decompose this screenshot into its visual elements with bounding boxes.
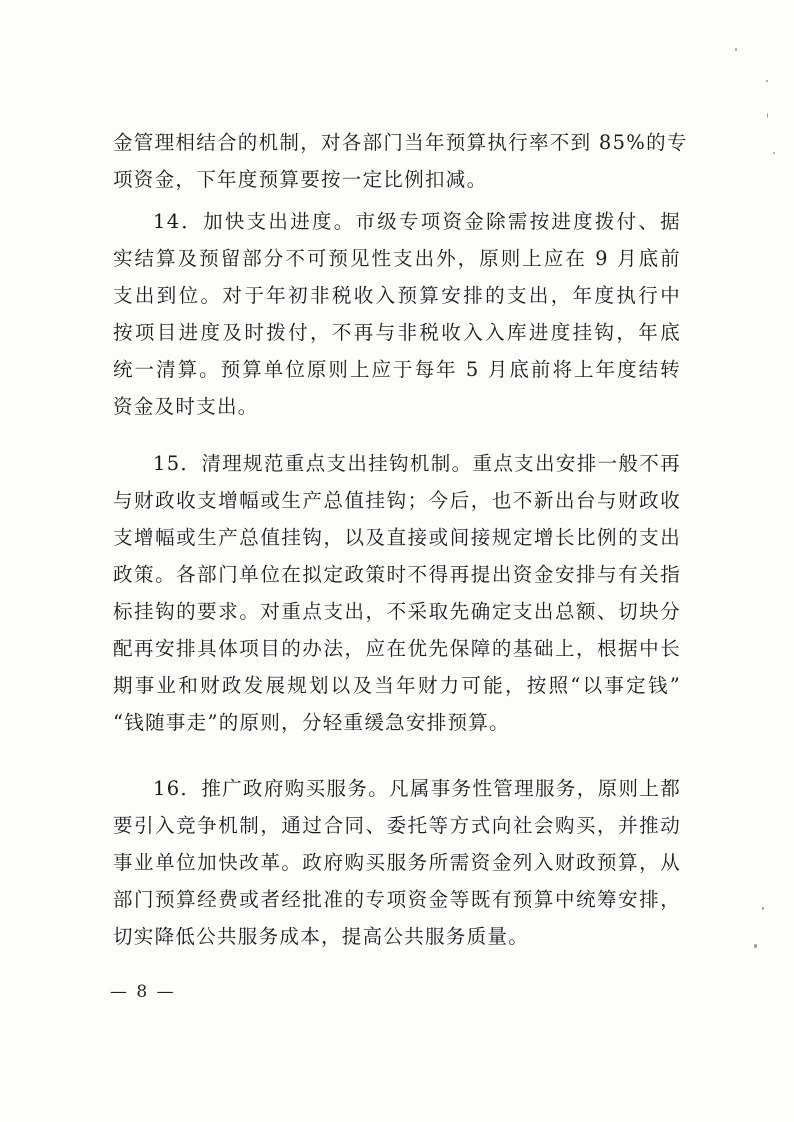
text-line: 实结算及预留部分不可预见性支出外，原则上应在 9 月底前 <box>113 247 681 270</box>
text-line: 切实降低公共服务成本，提高公共服务质量。 <box>113 925 530 948</box>
text-line: 支增幅或生产总值挂钩，以及直接或间接规定增长比例的支出 <box>113 526 681 549</box>
page-number: — 8 — <box>110 982 176 1002</box>
text-line: 14．加快支出进度。市级专项资金除需按进度拨付、据 <box>153 210 681 233</box>
text-line: 按项目进度及时拨付，不再与非税收入入库进度挂钩，年底 <box>113 321 681 344</box>
text-line: “钱随事走”的原则，分轻重缓急安排预算。 <box>113 711 510 734</box>
scan-speck <box>767 113 768 118</box>
scan-speck <box>773 152 775 154</box>
paragraph-item-16 <box>113 770 681 955</box>
text-line: 统一清算。预算单位原则上应于每年 5 月底前将上年度结转 <box>113 358 681 381</box>
scan-speck <box>735 48 737 51</box>
text-line: 16．推广政府购买服务。凡属事务性管理服务，原则上都 <box>153 777 681 800</box>
paragraph-item-15 <box>113 445 681 741</box>
scan-speck <box>754 944 757 948</box>
text-line: 15．清理规范重点支出挂钩机制。重点支出安排一般不再 <box>153 452 681 475</box>
text-line: 支出到位。对于年初非税收入预算安排的支出，年度执行中 <box>113 284 681 307</box>
text-line: 政策。各部门单位在拟定政策时不得再提出资金安排与有关指 <box>113 563 681 586</box>
text-line: 部门预算经费或者经批准的专项资金等既有预算中统筹安排， <box>113 888 681 911</box>
text-line: 要引入竞争机制，通过合同、委托等方式向社会购买，并推动 <box>113 814 681 837</box>
text-line: 配再安排具体项目的办法，应在优先保障的基础上，根据中长 <box>113 637 681 660</box>
text-line: 标挂钩的要求。对重点支出，不采取先确定支出总额、切块分 <box>113 600 681 623</box>
text-line: 期事业和财政发展规划以及当年财力可能，按照“以事定钱” <box>113 674 681 697</box>
text-line: 事业单位加快改革。政府购买服务所需资金列入财政预算，从 <box>113 851 681 874</box>
text-line: 项资金，下年度预算要按一定比例扣减。 <box>113 168 488 191</box>
scan-speck <box>766 80 768 82</box>
text-line: 与财政收支增幅或生产总值挂钩；今后，也不新出台与财政收 <box>113 489 681 512</box>
text-line: 资金及时支出。 <box>113 395 259 418</box>
paragraph-item-14 <box>113 203 681 425</box>
scan-speck <box>762 907 764 910</box>
text-line: 金管理相结合的机制，对各部门当年预算执行率不到 85%的专 <box>113 131 688 154</box>
paragraph-continuation <box>113 124 688 198</box>
